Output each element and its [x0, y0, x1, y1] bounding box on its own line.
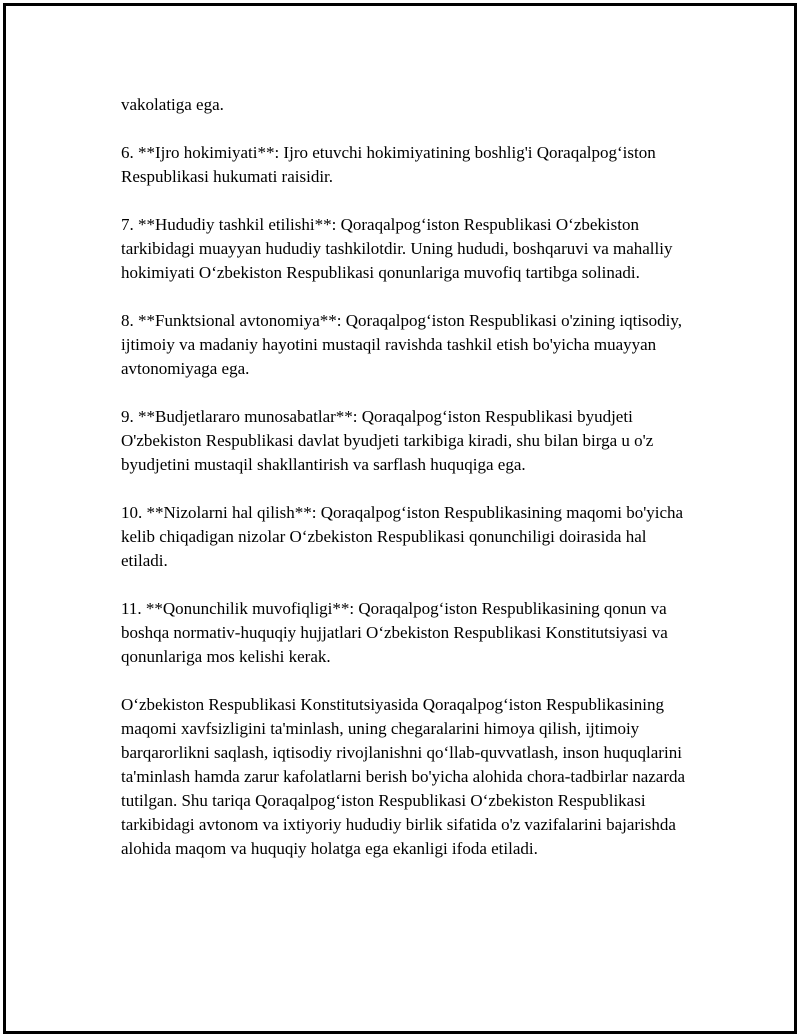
paragraph-item-10: 10. **Nizolarni hal qilish**: Qoraqalpogʻiston Respublikasining maqomi bo'yicha kelib chiqadigan nizolar Oʻzbekiston Respublikasi qonunchiligi doirasida hal etiladi.: [121, 503, 684, 570]
paragraph-item-7: 7. **Hududiy tashkil etilishi**: Qoraqalpogʻiston Respublikasi Oʻzbekiston tarkibidagi muayyan hududiy tashkilotdir. Uning hududi, boshqaruvi va mahalliy hokimiyati Oʻzbekiston Respublikasi qonunlariga muvofiq tartibga solinadi.: [121, 215, 673, 282]
paragraph-conclusion: Oʻzbekiston Respublikasi Konstitutsiyasida Qoraqalpogʻiston Respublikasining maqomi xavfsizligini ta'minlash, uning chegaralarini himoya qilish, ijtimoiy barqarorlikni saqlash, iqtisodiy rivojlanishni qoʻllab-quvvatlash, inson huquqlarini ta'minlash hamda zarur kafolatlarni berish bo'yicha alohida chora-tadbirlar nazarda tutilgan. Shu tariqa Qoraqalpogʻiston Respublikasi Oʻzbekiston Respublikasi tarkibidagi avtonom va ixtiyoriy hududiy birlik sifatida o'z vazifalarini bajarishda alohida maqom va huquqiy holatga ega ekanligi ifoda etiladi.: [121, 695, 686, 858]
paragraph-item-8: 8. **Funktsional avtonomiya**: Qoraqalpogʻiston Respublikasi o'zining iqtisodiy, ijtimoiy va madaniy hayotini mustaqil ravishda tashkil etish bo'yicha muayyan avtonomiyaga ega.: [121, 311, 683, 378]
page-frame: [3, 3, 797, 1034]
paragraph-continuation: vakolatiga ega.: [121, 95, 224, 114]
paragraph-item-9: 9. **Budjetlararo munosabatlar**: Qoraqalpogʻiston Respublikasi byudjeti O'zbekiston Respublikasi davlat byudjeti tarkibiga kiradi, shu bilan birga u o'z byudjetini mustaqil shakllantirish va sarflash huquqiga ega.: [121, 407, 654, 474]
document-body: [121, 93, 691, 861]
paragraph-item-6: 6. **Ijro hokimiyati**: Ijro etuvchi hokimiyatining boshlig'i Qoraqalpogʻiston Respublikasi hukumati raisidir.: [121, 143, 656, 186]
paragraph-item-11: 11. **Qonunchilik muvofiqligi**: Qoraqalpogʻiston Respublikasining qonun va boshqa normativ-huquqiy hujjatlari Oʻzbekiston Respublikasi Konstitutsiyasi va qonunlariga mos kelishi kerak.: [121, 599, 668, 666]
